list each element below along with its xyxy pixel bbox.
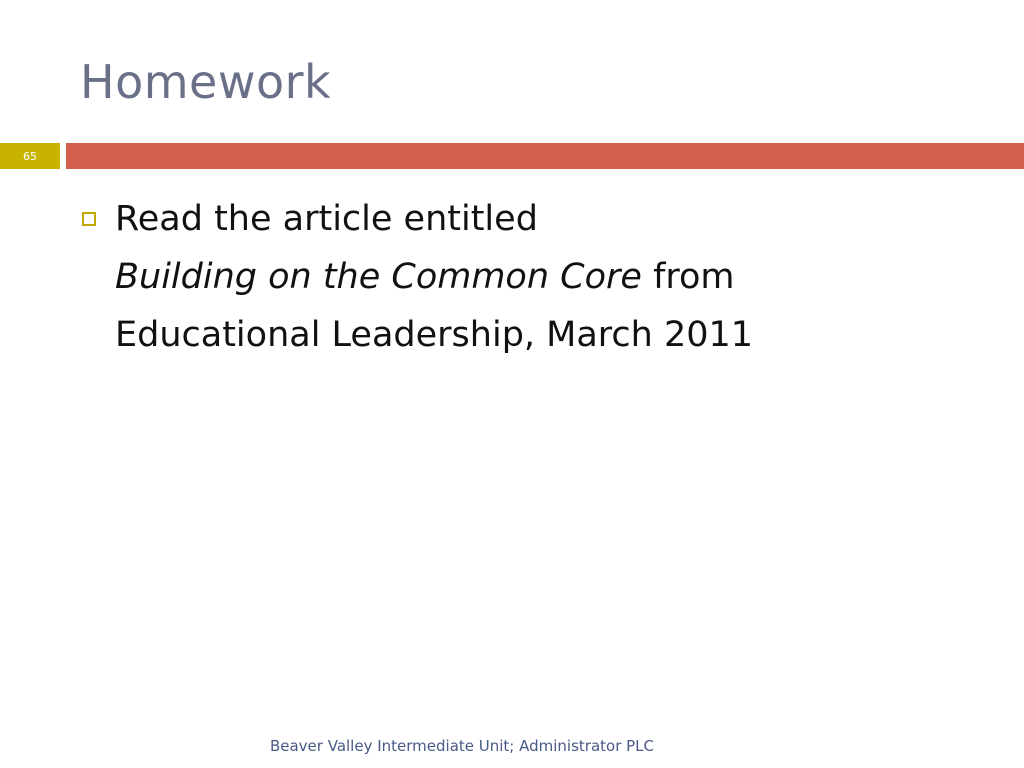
square-bullet-icon <box>82 212 96 226</box>
slide-content <box>82 190 982 364</box>
slide-footer: Beaver Valley Intermediate Unit; Administrator PLC <box>269 737 655 755</box>
slide-number: 65 <box>23 149 37 163</box>
bullet-text <box>115 190 753 364</box>
slide-number-badge <box>0 143 60 169</box>
slide-title: Homework <box>80 55 332 109</box>
bullet-line-3: Educational Leadership, March 2011 <box>115 315 754 355</box>
article-title: Building on the Common Core <box>115 257 642 297</box>
bullet-line-1: Read the article entitled <box>115 199 538 239</box>
bullet-item <box>82 190 982 364</box>
accent-bar <box>66 143 1024 169</box>
bullet-line-2-tail: from <box>641 257 735 297</box>
bullet-line-2 <box>115 248 753 306</box>
